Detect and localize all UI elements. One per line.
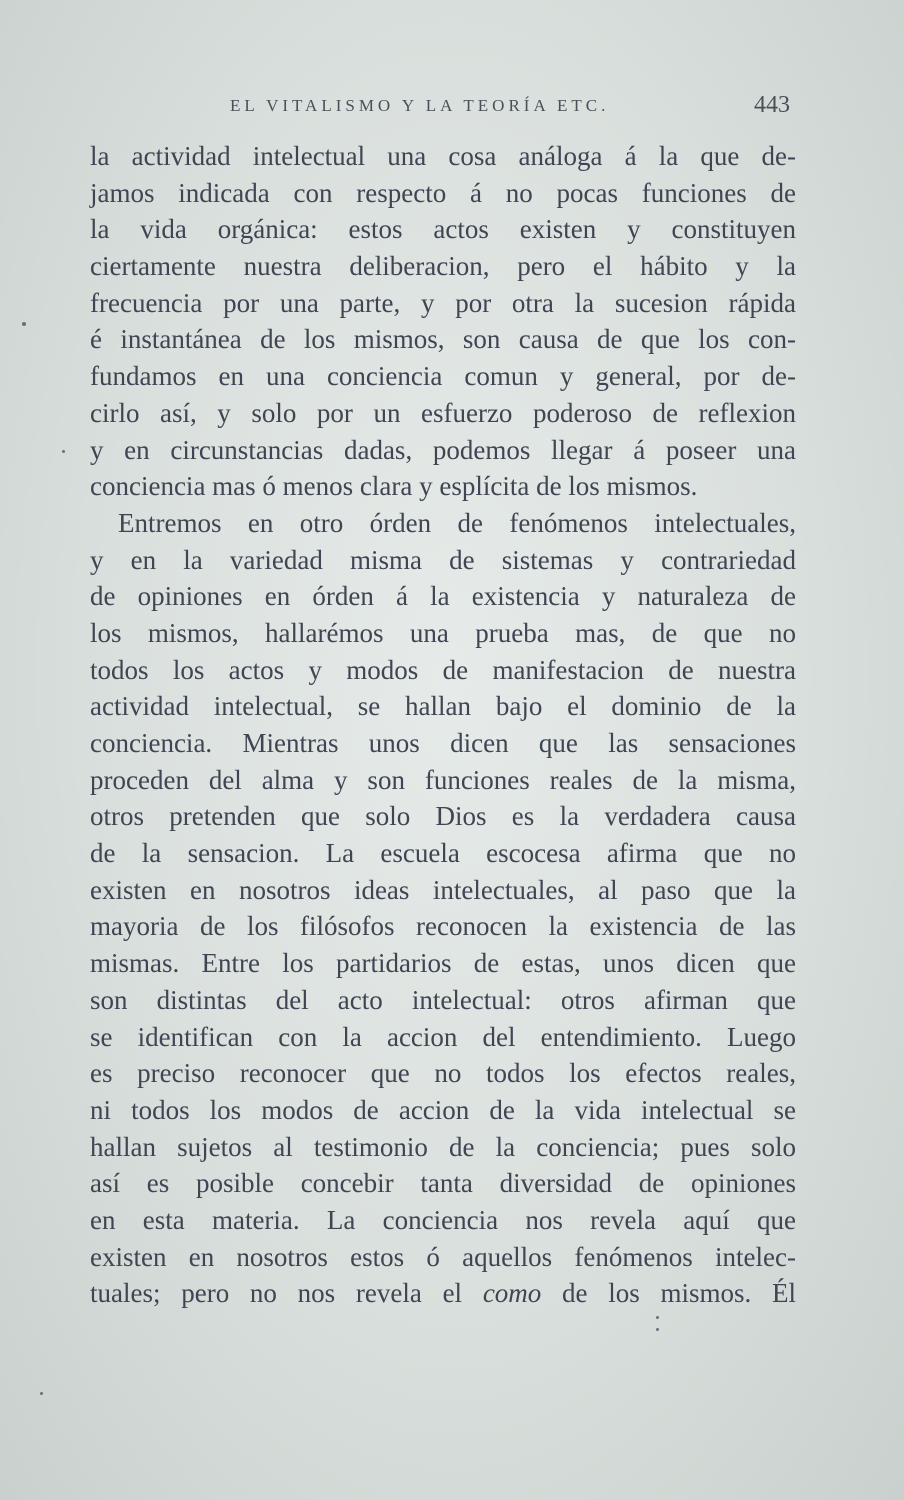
paper-speck — [22, 322, 26, 326]
final-line-end: de los mismos. Él — [541, 1278, 796, 1309]
text-line: cirlo así, y solo por un esfuerzo poderoso de reflexion — [90, 397, 796, 428]
text-line: y en circunstancias dadas, podemos llegar á poseer una — [90, 434, 796, 465]
paper-speck — [656, 1328, 659, 1331]
final-line-start: tuales; pero no nos revela el — [90, 1278, 483, 1309]
text-line: proceden del alma y son funciones reales de la misma, — [90, 764, 796, 795]
text-line: existen en nosotros ideas intelectuales, al paso que la — [90, 874, 796, 905]
body-text — [90, 138, 796, 1312]
text-line: de la sensacion. La escuela escocesa afirma que no — [90, 838, 796, 869]
text-line: fundamos en una conciencia comun y general, por de- — [90, 361, 796, 392]
text-line: es preciso reconocer que no todos los efectos reales, — [90, 1058, 796, 1089]
paper-speck — [40, 1392, 43, 1395]
text-line: é instantánea de los mismos, son causa de que los con- — [90, 324, 796, 355]
text-line: mayoria de los filósofos reconocen la existencia de las — [90, 911, 796, 942]
text-line: ni todos los modos de accion de la vida intelectual se — [90, 1094, 796, 1125]
text-line: jamos indicada con respecto á no pocas funciones de — [90, 177, 796, 208]
final-text-line — [90, 1275, 796, 1312]
text-line: en esta materia. La conciencia nos revela aquí que — [90, 1204, 796, 1235]
page-header — [90, 92, 796, 128]
text-line: conciencia. Mientras unos dicen que las sensaciones — [90, 728, 796, 758]
text-line: así es posible concebir tanta diversidad de opiniones — [90, 1168, 796, 1199]
text-line: los mismos, hallarémos una prueba mas, de que no — [90, 617, 796, 648]
text-line: mismas. Entre los partidarios de estas, unos dicen que — [90, 948, 796, 979]
paper-speck — [656, 1316, 659, 1319]
text-line: conciencia mas ó menos clara y esplícita de los mismos. — [90, 471, 698, 502]
text-line: todos los actos y modos de manifestacion de nuestra — [90, 654, 796, 685]
italic-word: como — [482, 1278, 542, 1309]
paper-speck — [62, 450, 65, 453]
text-line: hallan sujetos al testimonio de la conciencia; pues solo — [90, 1131, 796, 1162]
text-line: son distintas del acto intelectual: otros afirman que — [90, 984, 796, 1015]
text-line: la actividad intelectual una cosa análoga á la que de- — [90, 141, 796, 171]
text-line: de opiniones en órden á la existencia y naturaleza de — [90, 581, 796, 612]
text-line: actividad intelectual, se hallan bajo el dominio de la — [90, 691, 796, 722]
text-line: se identifican con la accion del entendimiento. Luego — [90, 1021, 796, 1052]
text-line: y en la variedad misma de sistemas y contrariedad — [90, 544, 796, 575]
paragraph-start-line: Entremos en otro órden de fenómenos intelectuales, — [118, 507, 796, 538]
text-line: la vida orgánica: estos actos existen y constituyen — [90, 214, 796, 245]
running-head: EL VITALISMO Y LA TEORÍA ETC. — [230, 96, 610, 115]
text-line: ciertamente nuestra deliberacion, pero el hábito y la — [90, 251, 796, 282]
page-number: 443 — [754, 92, 790, 118]
text-line: frecuencia por una parte, y por otra la sucesion rápida — [90, 287, 796, 318]
text-line: existen en nosotros estos ó aquellos fenómenos intelec- — [90, 1241, 796, 1272]
text-line: otros pretenden que solo Dios es la verdadera causa — [90, 801, 796, 832]
